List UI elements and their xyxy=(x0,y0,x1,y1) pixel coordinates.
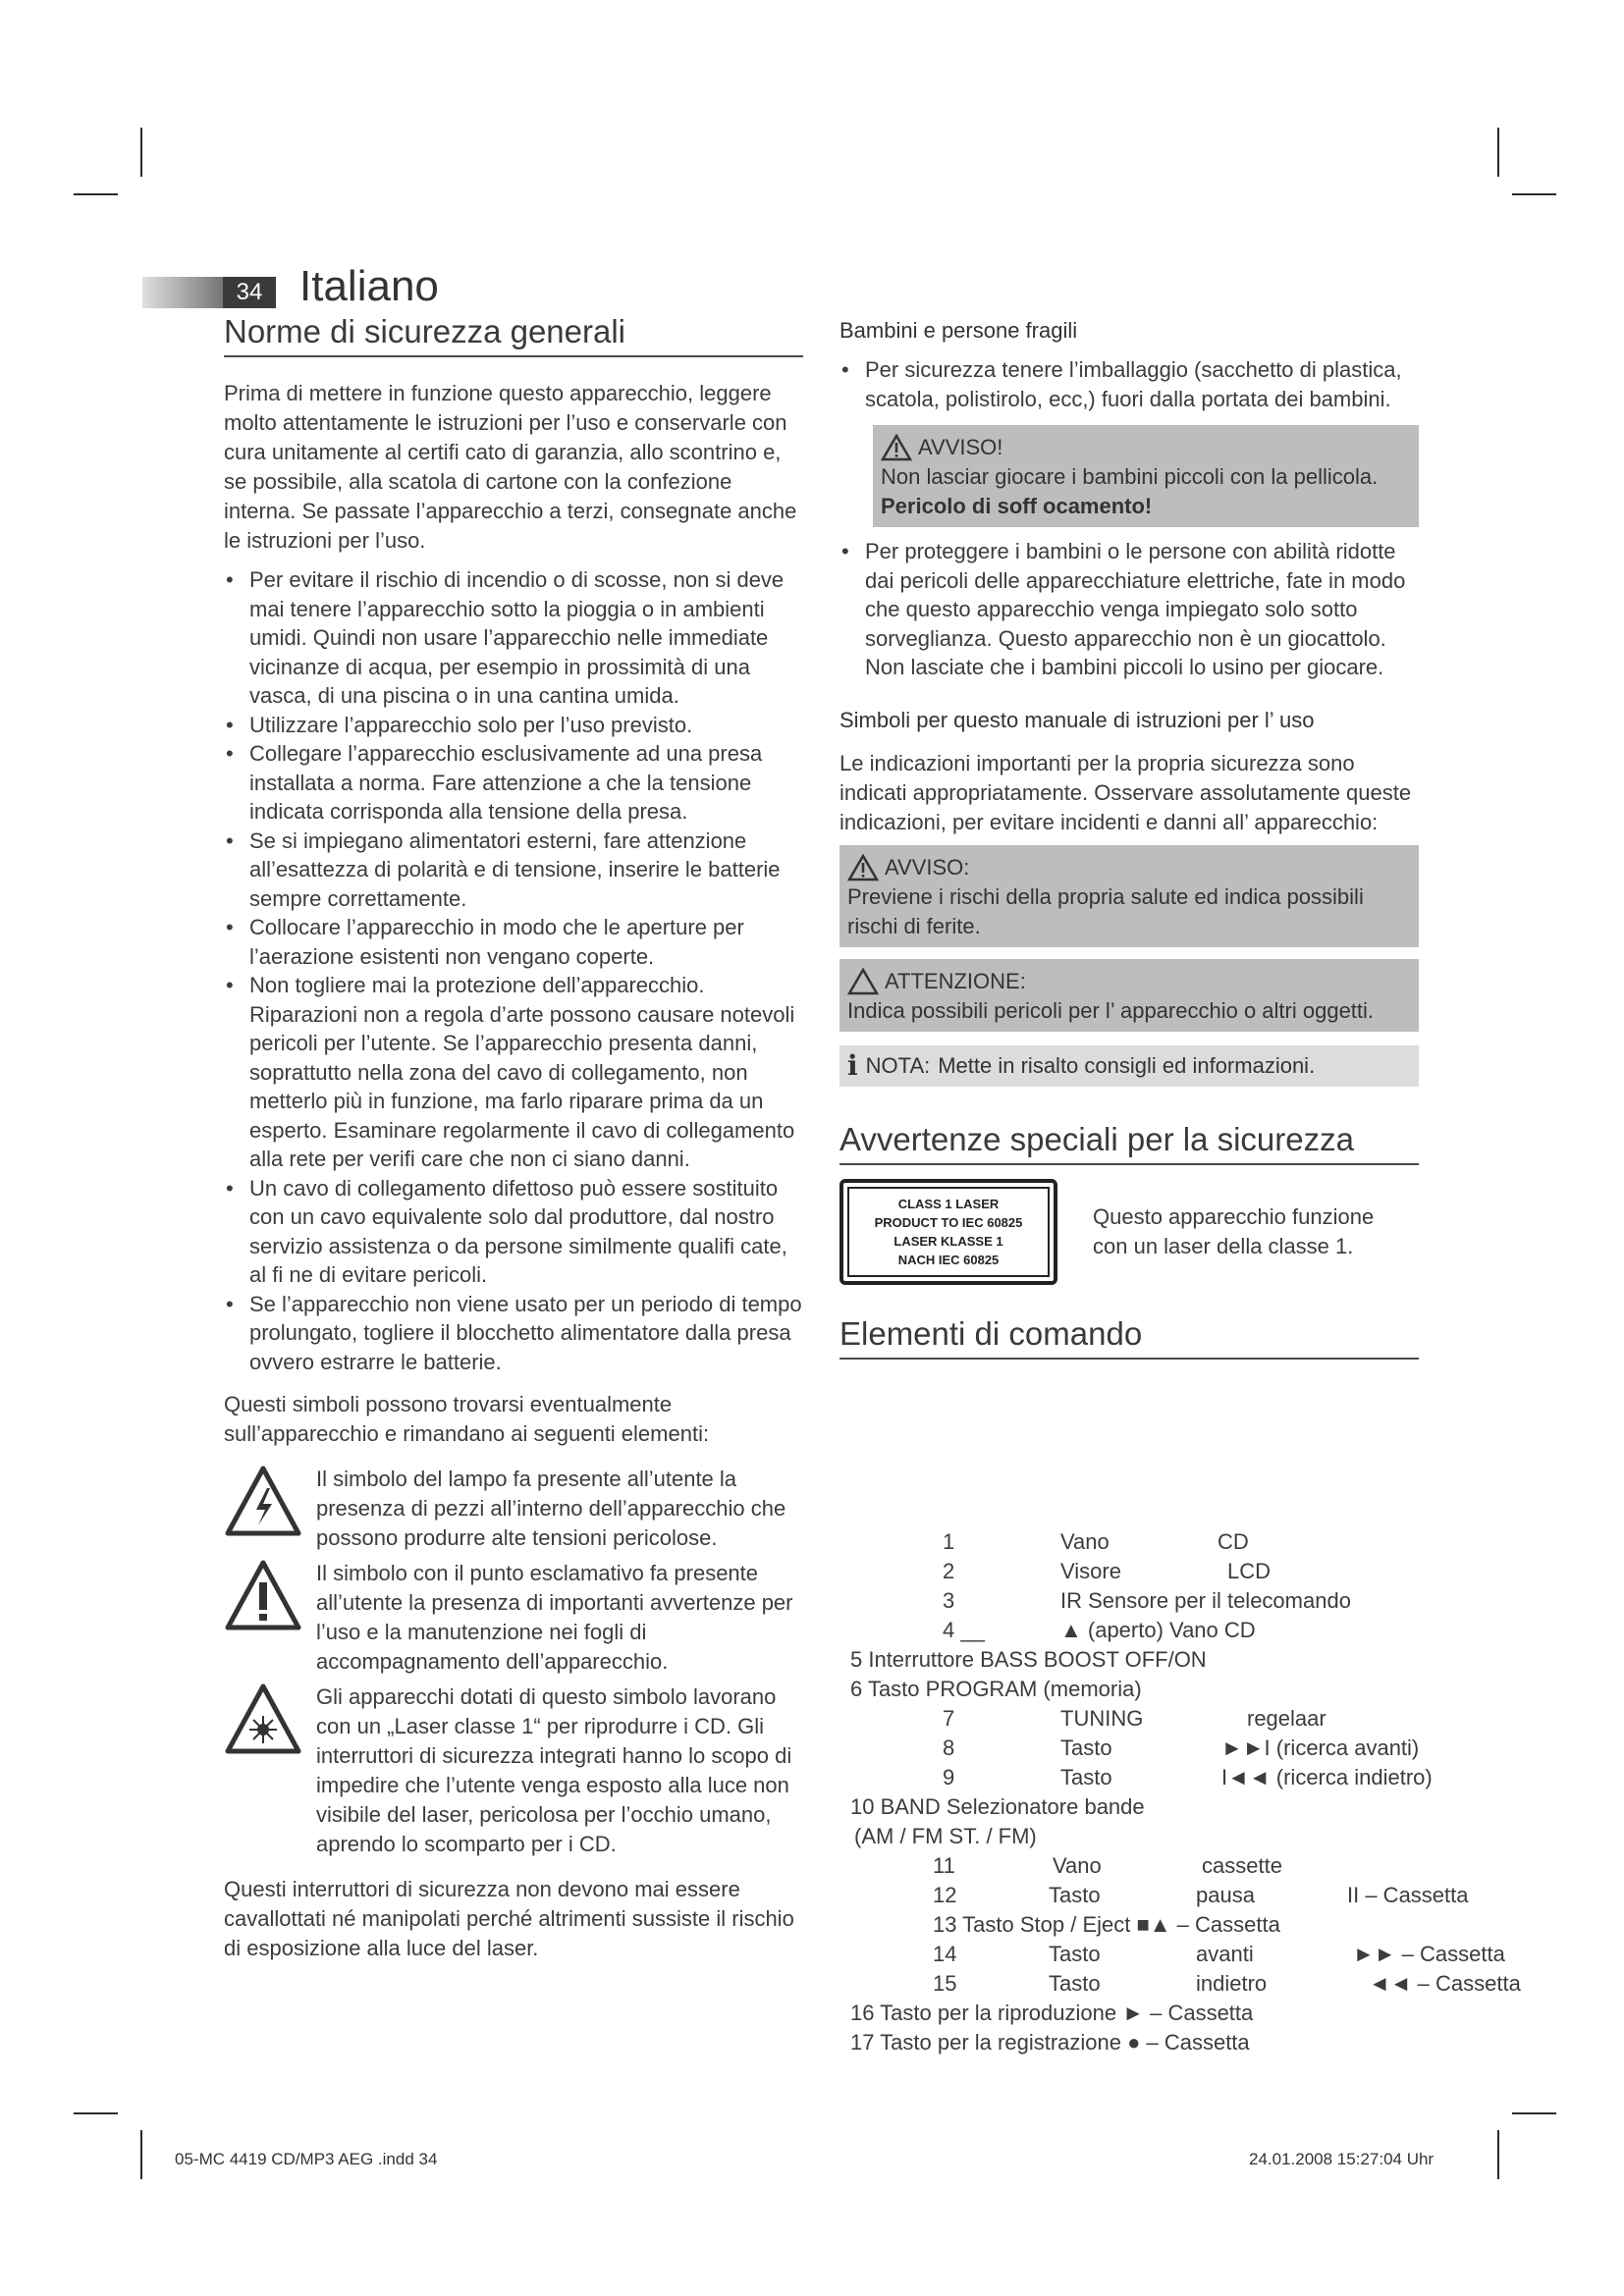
info-icon: i xyxy=(847,1048,858,1082)
symbols-manual-text: Le indicazioni importanti per la propria sicurezza sono indicati appropriatamente. Osservare assolutamente queste indicazioni, per evitare incidenti e danni all’ apparecchio: xyxy=(839,750,1412,834)
right-column xyxy=(839,316,1419,1360)
list-item: 9 xyxy=(943,1765,955,1789)
crop-mark xyxy=(140,2130,142,2179)
laser-row xyxy=(839,1179,1419,1285)
list-item: • Collegare l’apparecchio esclusivamente ad una presa installata a norma. Fare attenzione a che la tensione indicata corrisponda alla tensione della presa. xyxy=(226,741,763,824)
exclamation-warning-icon xyxy=(224,1559,302,1677)
note-box: i NOTA: Mette in risalto consigli ed informazioni. xyxy=(839,1045,1419,1087)
list-item: 10 BAND Selezionatore bande xyxy=(850,1794,1145,1819)
laser-warning-icon xyxy=(224,1682,302,1859)
warning-box-children: AVVISO! Non lasciar giocare i bambini piccoli con la pellicola. Pericolo di soff ocamento! xyxy=(873,425,1419,527)
list-item: 16 Tasto per la riproduzione ► – Cassetta xyxy=(850,2001,1254,2025)
list-item: 13 Tasto Stop / Eject ■▲ – Cassetta xyxy=(933,1912,1280,1937)
list-item: 2 xyxy=(943,1559,955,1583)
caution-box-attenzione: ATTENZIONE: Indica possibili pericoli per l’ apparecchio o altri oggetti. xyxy=(839,959,1419,1032)
laser-class-label: CLASS 1 LASER PRODUCT TO IEC 60825 LASER KLASSE 1 NACH IEC 60825 xyxy=(839,1179,1057,1285)
list-item: 4 __ xyxy=(943,1618,985,1642)
list-item: 7 xyxy=(943,1706,955,1731)
list-item: • Per evitare il rischio di incendio o di scosse, non si deve mai tenere l’apparecchio sotto la pioggia o in ambienti umidi. Quindi non usare l’apparecchio nelle immediate vicinanze di acqua, per esempio in prossimità di una vasca, di una piscina o in una cantina umida. xyxy=(226,567,785,708)
list-item: • Utilizzare l’apparecchio solo per l’uso previsto. xyxy=(226,712,693,737)
crop-mark xyxy=(1497,128,1499,177)
list-item: • Se l’apparecchio non viene usato per un periodo di tempo prolungato, togliere il blocchetto alimentatore dalla presa ovvero estrarre le batterie. xyxy=(226,1291,802,1374)
symbols-manual-heading: Simboli per questo manuale di istruzioni per l’ uso xyxy=(839,707,1315,732)
list-item: 17 Tasto per la registrazione ● – Cassetta xyxy=(850,2030,1250,2055)
list-item: • Se si impiegano alimentatori esterni, fare attenzione all’esattezza di polarità e di tensione, inserire le batterie sempre correttamente. xyxy=(226,828,781,911)
section-heading-controls: Elementi di comando xyxy=(839,1314,1419,1360)
list-item: 1 xyxy=(943,1529,955,1554)
page-language-title: Italiano xyxy=(299,262,439,310)
intro-paragraph: Prima di mettere in funzione questo apparecchio, leggere molto attentamente le istruzioni per l’uso e conservarle con cura unitamente al certifi cato di garanzia, allo scontrino e, se possibile, alla scatola di cartone con la confezione interna. Se passate l’apparecchio a terzi, consegnate anche le istruzioni per l’uso. xyxy=(224,381,797,553)
children-bullet-list xyxy=(839,355,1419,413)
list-item: (AM / FM ST. / FM) xyxy=(854,1824,1037,1848)
list-item: • Un cavo di collegamento difettoso può essere sostituito con un cavo equivalente solo dal produttore, dal nostro servizio assistenza o da persone similmente qualifi cate, al fi ne di evitare pericoli. xyxy=(226,1175,787,1287)
list-item: 3 xyxy=(943,1588,955,1613)
warning-triangle-icon xyxy=(881,434,912,461)
left-column xyxy=(224,312,803,1963)
crop-mark xyxy=(1512,2112,1556,2114)
crop-mark xyxy=(74,193,118,195)
crop-mark xyxy=(74,2112,118,2114)
lightning-warning-icon xyxy=(224,1465,302,1553)
list-item: 8 xyxy=(943,1735,955,1760)
list-item: 6 Tasto PROGRAM (memoria) xyxy=(850,1677,1142,1701)
list-item: • Collocare l’apparecchio in modo che le aperture per l’aerazione esistenti non vengano coperte. xyxy=(226,915,744,969)
safety-bullet-list xyxy=(224,565,803,1376)
warning-triangle-icon xyxy=(847,854,879,881)
list-item: 14 xyxy=(933,1942,957,1966)
warning-box-avviso: AVVISO: Previene i rischi della propria salute ed indica possibili rischi di ferite. xyxy=(839,845,1419,947)
symbols-intro: Questi simboli possono trovarsi eventualmente sull’apparecchio e rimandano ai seguenti elementi: xyxy=(224,1392,710,1446)
crop-mark xyxy=(1497,2130,1499,2179)
list-item: 15 xyxy=(933,1971,957,1996)
crop-mark xyxy=(140,128,142,177)
crop-mark xyxy=(1512,193,1556,195)
laser-text: Questo apparecchio funzione con un laser della classe 1. xyxy=(1093,1203,1375,1258)
list-item: 11 xyxy=(933,1853,955,1878)
footer-file-info: 05-MC 4419 CD/MP3 AEG .indd 34 xyxy=(175,2150,438,2168)
list-item: 12 xyxy=(933,1883,957,1907)
closing-paragraph: Questi interruttori di sicurezza non devono mai essere cavallottati né manipolati perché altrimenti sussiste il rischio di esposizione alla luce del laser. xyxy=(224,1877,794,1960)
children-bullet-list-2 xyxy=(839,537,1419,682)
caution-triangle-icon xyxy=(847,968,879,995)
symbol-row-lightning: Il simbolo del lampo fa presente all’utente la presenza di pezzi all’interno dell’apparecchio che possono produrre alte tensioni pericolose. xyxy=(224,1465,803,1553)
list-item: 5 Interruttore BASS BOOST OFF/ON xyxy=(850,1647,1207,1672)
list-item: • Per proteggere i bambini o le persone con abilità ridotte dai pericoli delle apparecchiature elettriche, fate in modo che questo apparecchio venga impiegato solo sotto sorveglianza. Questo apparecchio non è un giocattolo. Non lasciate che i bambini piccoli lo usino per giocare. xyxy=(841,539,1406,679)
children-heading: Bambini e persone fragili xyxy=(839,318,1078,343)
symbol-row-laser: Gli apparecchi dotati di questo simbolo lavorano con un „Laser classe 1“ per riprodurre i CD. Gli interruttori di sicurezza integrati hanno lo scopo di impedire che l’utente venga esposto alla luce non visibile del laser, pericolosa per l’occhio umano, aprendo lo scomparto per i CD. xyxy=(224,1682,803,1859)
footer-timestamp: 24.01.2008 15:27:04 Uhr xyxy=(1249,2150,1435,2168)
symbol-row-exclamation: Il simbolo con il punto esclamativo fa presente all’utente la presenza di importanti avvertenze per l’uso e la manutenzione nei fogli di accompagnamento dell’apparecchio. xyxy=(224,1559,803,1677)
page-number: 34 xyxy=(223,277,276,308)
section-heading-special: Avvertenze speciali per la sicurezza xyxy=(839,1120,1419,1165)
list-item: • Per sicurezza tenere l’imballaggio (sacchetto di plastica, scatola, polistirolo, ecc,) fuori dalla portata dei bambini. xyxy=(841,357,1402,411)
header-bar xyxy=(142,277,231,308)
list-item: • Non togliere mai la protezione dell’apparecchio. Riparazioni non a regola d’arte possono causare notevoli pericoli per l’utente. Se l’apparecchio presenta danni, soprattutto nella zona del cavo di collegamento, non metterlo più in funzione, ma farlo riparare prima da un esperto. Esaminare regolarmente il cavo di collegamento alla rete per verifi care che non ci siano danni. xyxy=(226,973,795,1171)
section-heading-safety: Norme di sicurezza generali xyxy=(224,312,803,357)
